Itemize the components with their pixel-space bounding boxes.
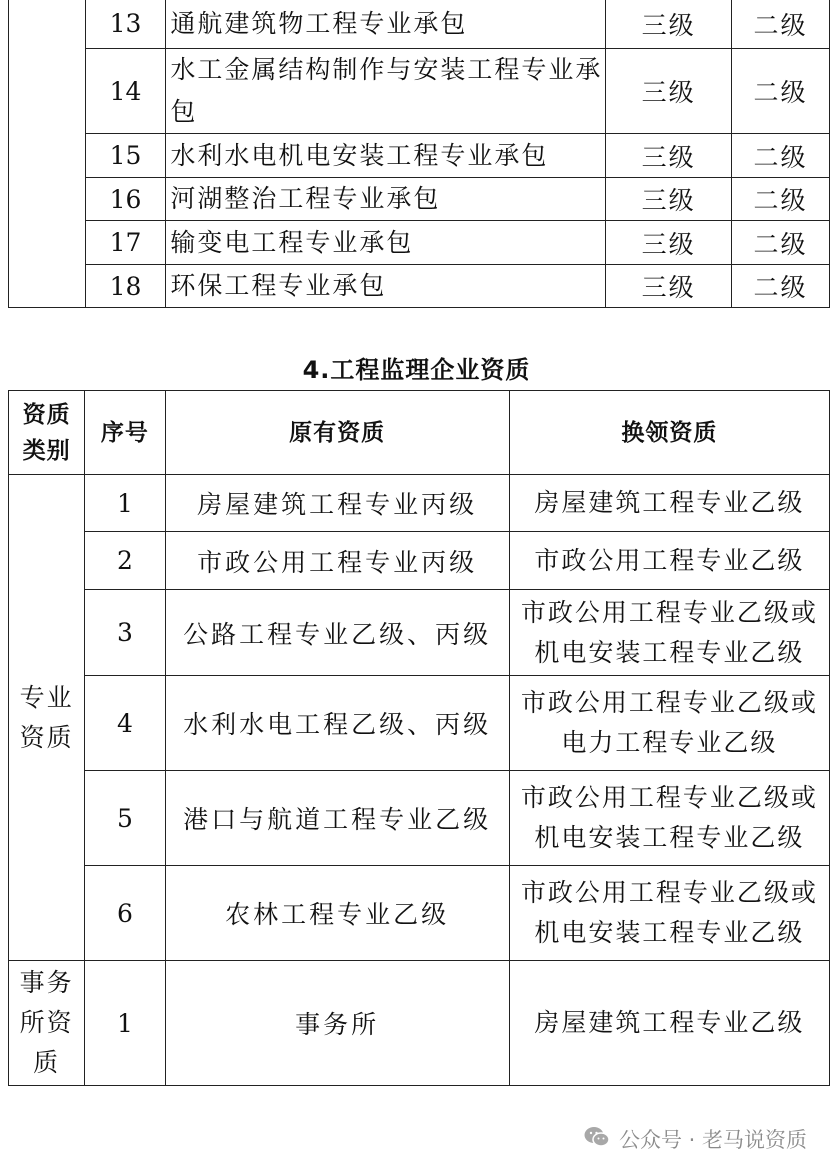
table-row bbox=[9, 265, 830, 308]
qualification-name: 河湖整治工程专业承包 bbox=[166, 178, 606, 221]
original-qualification: 农林工程专业乙级 bbox=[165, 866, 509, 961]
table-row bbox=[9, 771, 830, 866]
new-qualification: 市政公用工程专业乙级或机电安装工程专业乙级 bbox=[509, 771, 829, 866]
table-row bbox=[9, 961, 830, 1086]
qualification-name: 环保工程专业承包 bbox=[166, 265, 606, 308]
original-qualification: 房屋建筑工程专业丙级 bbox=[165, 475, 509, 532]
original-level: 三级 bbox=[606, 49, 732, 134]
category-cell: 专业资质 bbox=[9, 475, 85, 961]
new-level: 二级 bbox=[732, 265, 830, 308]
row-number: 17 bbox=[85, 221, 166, 265]
new-qualification: 市政公用工程专业乙级或电力工程专业乙级 bbox=[509, 676, 829, 771]
section-title: 4.工程监理企业资质 bbox=[302, 356, 531, 384]
table-row bbox=[9, 49, 830, 134]
table-row bbox=[9, 475, 830, 532]
row-number: 6 bbox=[85, 866, 165, 961]
new-level: 二级 bbox=[732, 221, 830, 265]
original-level: 三级 bbox=[606, 134, 732, 178]
row-number: 1 bbox=[85, 961, 165, 1086]
qualification-name: 水利水电机电安装工程专业承包 bbox=[166, 134, 606, 178]
new-level: 二级 bbox=[732, 49, 830, 134]
qualification-name: 通航建筑物工程专业承包 bbox=[166, 0, 606, 49]
table-row bbox=[9, 532, 830, 590]
new-qualification: 房屋建筑工程专业乙级 bbox=[509, 475, 829, 532]
header-new: 换领资质 bbox=[509, 391, 829, 475]
new-level: 二级 bbox=[732, 0, 830, 49]
new-qualification: 市政公用工程专业乙级或机电安装工程专业乙级 bbox=[509, 590, 829, 676]
row-number: 4 bbox=[85, 676, 165, 771]
new-level: 二级 bbox=[732, 134, 830, 178]
header-category: 资质类别 bbox=[9, 391, 85, 475]
qualification-name: 输变电工程专业承包 bbox=[166, 221, 606, 265]
original-level: 三级 bbox=[606, 178, 732, 221]
watermark bbox=[583, 1124, 807, 1154]
row-number: 18 bbox=[85, 265, 166, 308]
qualification-name: 水工金属结构制作与安装工程专业承包 bbox=[166, 49, 606, 134]
original-qualification: 市政公用工程专业丙级 bbox=[165, 532, 509, 590]
table-row bbox=[9, 590, 830, 676]
category-cell: 事务所资质 bbox=[9, 961, 85, 1086]
table-row bbox=[9, 178, 830, 221]
table-header-row bbox=[9, 391, 830, 475]
row-number: 14 bbox=[85, 49, 166, 134]
row-number: 2 bbox=[85, 532, 165, 590]
table-row bbox=[9, 221, 830, 265]
original-level: 三级 bbox=[606, 265, 732, 308]
new-level: 二级 bbox=[732, 178, 830, 221]
table-row bbox=[9, 0, 830, 49]
row-number: 15 bbox=[85, 134, 166, 178]
original-qualification: 事务所 bbox=[165, 961, 509, 1086]
original-qualification: 港口与航道工程专业乙级 bbox=[165, 771, 509, 866]
category-cell bbox=[9, 0, 86, 308]
supervision-qualification-table bbox=[8, 390, 830, 1086]
header-original: 原有资质 bbox=[165, 391, 509, 475]
row-number: 13 bbox=[85, 0, 166, 49]
new-qualification: 房屋建筑工程专业乙级 bbox=[509, 961, 829, 1086]
watermark-text: 公众号 · 老马说资质 bbox=[618, 1128, 807, 1152]
original-level: 三级 bbox=[606, 0, 732, 49]
table-row bbox=[9, 134, 830, 178]
header-number: 序号 bbox=[85, 391, 165, 475]
original-qualification: 公路工程专业乙级、丙级 bbox=[165, 590, 509, 676]
row-number: 3 bbox=[85, 590, 165, 676]
wechat-icon bbox=[583, 1125, 611, 1154]
original-qualification: 水利水电工程乙级、丙级 bbox=[165, 676, 509, 771]
table-row bbox=[9, 866, 830, 961]
table-row bbox=[9, 676, 830, 771]
row-number: 16 bbox=[85, 178, 166, 221]
new-qualification: 市政公用工程专业乙级或机电安装工程专业乙级 bbox=[509, 866, 829, 961]
row-number: 1 bbox=[85, 475, 165, 532]
original-level: 三级 bbox=[606, 221, 732, 265]
new-qualification: 市政公用工程专业乙级 bbox=[509, 532, 829, 590]
contractor-qualification-table bbox=[8, 0, 830, 308]
row-number: 5 bbox=[85, 771, 165, 866]
